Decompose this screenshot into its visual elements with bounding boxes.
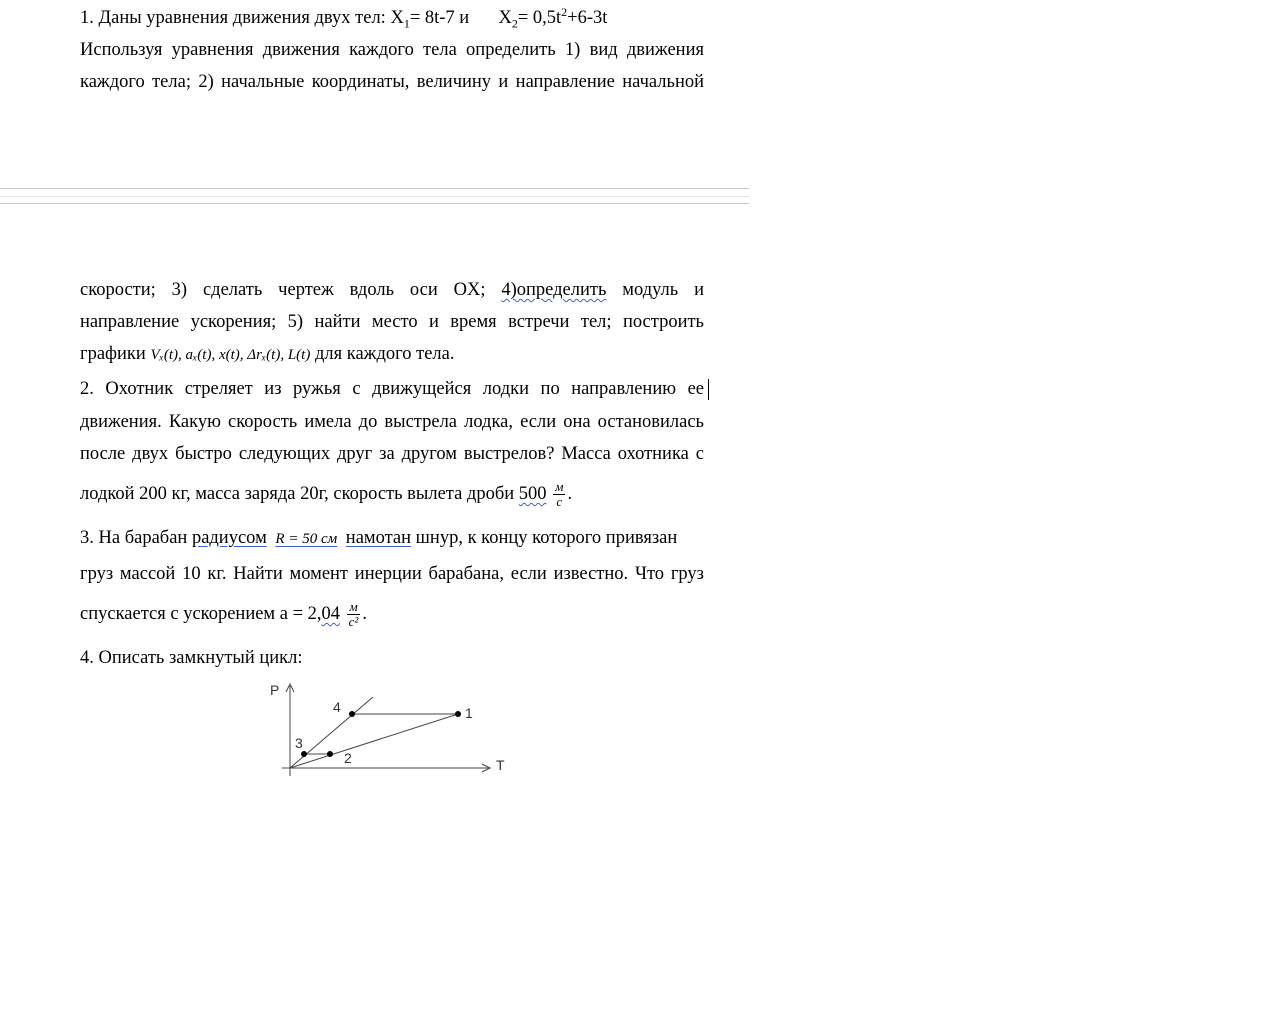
isochore-line bbox=[290, 714, 458, 768]
text: +6-3t bbox=[567, 8, 608, 28]
text: = 0,5t bbox=[517, 8, 562, 28]
point-4-label: 4 bbox=[333, 699, 341, 715]
problem-1-line-2: Используя уравнения движения каждого тела определить 1) вид движения bbox=[80, 40, 704, 60]
text: модуль и bbox=[606, 280, 705, 300]
problem-1-line-4 bbox=[80, 279, 704, 301]
point-1-label: 1 bbox=[465, 705, 473, 721]
t-axis-label: T bbox=[496, 757, 505, 773]
formula: Vₓ(t), aₓ(t), x(t), Δrₓ(t), L(t) bbox=[150, 347, 311, 363]
text: спускается с ускорением а = 2, bbox=[80, 604, 322, 624]
problem-2-line-1: 2. Охотник стреляет из ружья с движущейся лодки по направлению ее bbox=[80, 379, 704, 399]
unit-numerator: м bbox=[555, 479, 564, 495]
text: скорости; 3) сделать чертеж вдоль оси OX; bbox=[80, 280, 502, 300]
pt-cycle-diagram bbox=[260, 676, 520, 781]
subscript: 1 bbox=[403, 16, 410, 31]
point-1 bbox=[455, 711, 461, 717]
spellcheck-word: 4)определить bbox=[501, 280, 607, 300]
unit-denominator: с bbox=[556, 494, 563, 510]
point-4 bbox=[349, 711, 355, 717]
spellcheck-number: 500 bbox=[518, 484, 547, 504]
text: . bbox=[567, 484, 573, 504]
problem-1-line-5: направление ускорения; 5) найти место и время встречи тел; построить bbox=[80, 312, 704, 332]
formula: R = 50 см bbox=[275, 531, 338, 547]
unit-fraction bbox=[347, 600, 361, 629]
text: для каждого тела. bbox=[310, 344, 455, 364]
point-2 bbox=[327, 751, 333, 757]
problem-1-line-1 bbox=[80, 4, 704, 31]
spellcheck-number: 04 bbox=[321, 604, 341, 624]
problem-1-line-3: каждого тела; 2) начальные координаты, величину и направление начальной bbox=[80, 72, 704, 92]
text: X bbox=[498, 8, 512, 28]
text: 3. На барабан bbox=[80, 528, 192, 548]
text: шнур, к концу которого привязан bbox=[411, 528, 678, 548]
isochore-line bbox=[290, 697, 373, 768]
problem-3-line-2: груз массой 10 кг. Найти момент инерции барабана, если известно. Что груз bbox=[80, 564, 704, 584]
text: графики bbox=[80, 344, 151, 364]
problem-2-line-3: после двух быстро следующих друг за другом выстрелов? Масса охотника с bbox=[80, 444, 704, 464]
p-axis-label: P bbox=[270, 682, 280, 698]
problem-3-line-1 bbox=[80, 527, 704, 550]
problem-2-line-4 bbox=[80, 480, 704, 509]
text-cursor bbox=[708, 379, 709, 400]
grammar-word: намотан bbox=[345, 528, 412, 548]
problem-3-line-3 bbox=[80, 600, 704, 629]
page-break bbox=[0, 188, 749, 204]
point-3-label: 3 bbox=[295, 735, 303, 751]
subscript: 2 bbox=[511, 16, 518, 31]
superscript: 2 bbox=[561, 4, 568, 19]
unit-denominator: с² bbox=[348, 614, 359, 630]
point-2-label: 2 bbox=[344, 750, 352, 766]
point-3 bbox=[301, 751, 307, 757]
text: 1. Даны уравнения движения двух тел: X bbox=[80, 8, 404, 28]
text: = 8t-7 и bbox=[409, 8, 470, 28]
unit-fraction bbox=[553, 480, 565, 509]
unit-numerator: м bbox=[347, 600, 361, 615]
text: лодкой 200 кг, масса заряда 20г, скорость вылета дроби bbox=[80, 484, 519, 504]
grammar-word: радиусом bbox=[191, 528, 267, 548]
problem-2-line-2: движения. Какую скорость имела до выстрела лодка, если она остановилась bbox=[80, 412, 704, 432]
problem-4-line-1: 4. Описать замкнутый цикл: bbox=[80, 648, 303, 668]
text: . bbox=[362, 604, 367, 624]
problem-1-line-6 bbox=[80, 343, 704, 366]
